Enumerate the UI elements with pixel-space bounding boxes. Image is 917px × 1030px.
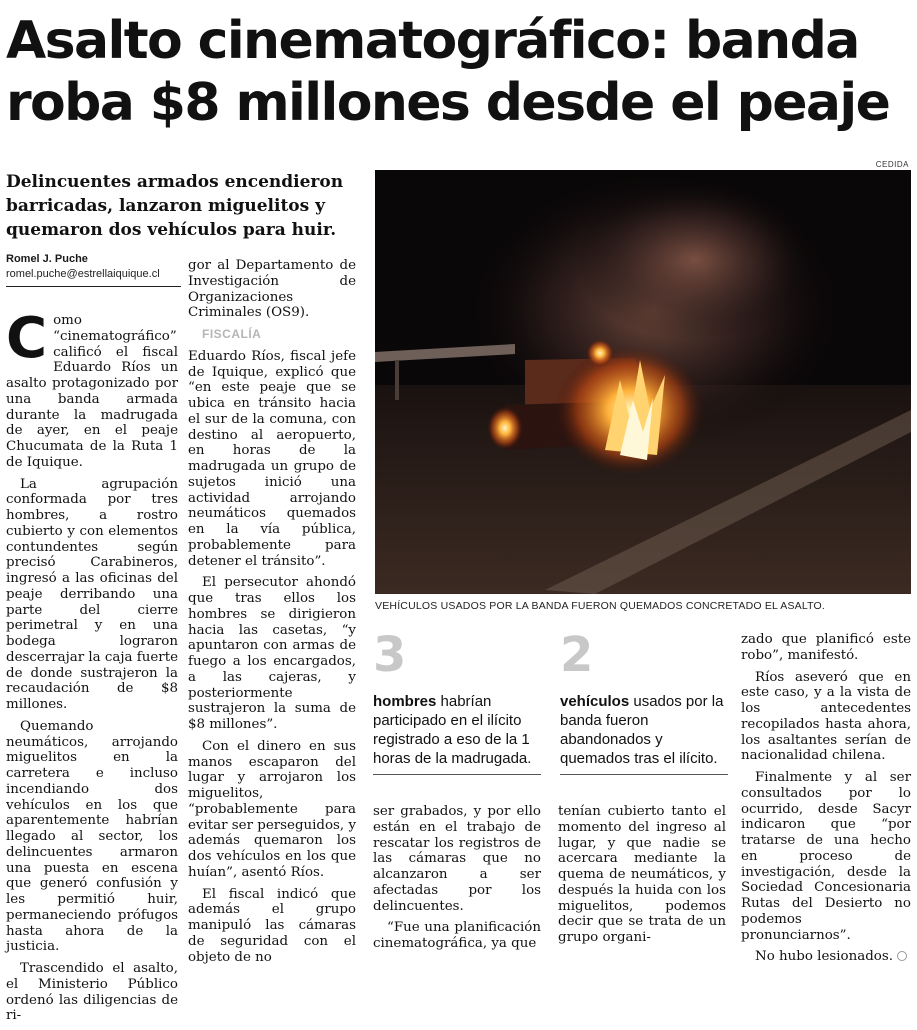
article-paragraph: El persecutor ahondó que tras ellos los hombres se dirigieron hacia las casetas, “y apuntaron con armas de fuego a los encargados, a las cajeras, y posteriormente sustrajeron la suma de $8 millones”. bbox=[188, 575, 356, 732]
article-column-1 bbox=[6, 306, 178, 1030]
stat-divider bbox=[560, 774, 728, 775]
article-paragraph: Quemando neumáticos, arrojando miguelitos en la carretera e incluso incendiando dos vehículos en los que aparentemente habrían llegado al sector, los delincuentes armaron una puesta en escena que generó confusión y les permitió huir, permaneciendo prófugos hasta ahora de la justicia. bbox=[6, 718, 178, 955]
author-name: Romel J. Puche bbox=[6, 253, 88, 265]
author-email[interactable]: romel.puche@estrellaiquique.cl bbox=[6, 268, 160, 280]
article-paragraph: tenían cubierto tanto el momento del ingreso al lugar, y que nadie se acercara mediante la quema de neumáticos, y después la huida con los miguelitos, podemos decir que se trata de un grupo organi- bbox=[558, 804, 726, 945]
article-paragraph: No hubo lesionados. bbox=[741, 949, 911, 965]
lead-paragraph: Delincuentes armados encendieron barricadas, lanzaron miguelitos y quemaron dos vehículos para huir. bbox=[6, 172, 344, 240]
article-column-5 bbox=[741, 632, 911, 971]
article-paragraph: Eduardo Ríos, fiscal jefe de Iquique, explicó que “en este peaje que se ubica en tránsito hacia el sur de la comuna, con destino al aeropuerto, en horas de la madrugada un grupo de sujetos inició una actividad arrojando neumáticos quemados en la vía pública, probablemente para detener el tránsito”. bbox=[188, 348, 356, 569]
stat-text: vehículos usados por la banda fueron abandonados y quemados tras el ilícito. bbox=[560, 693, 724, 767]
drop-cap: C bbox=[6, 306, 48, 371]
article-column-2 bbox=[188, 258, 356, 971]
photo-credit: CEDIDA bbox=[875, 160, 909, 169]
article-paragraph: “Fue una planificación cinematográfica, ya que bbox=[373, 920, 541, 951]
headline: Asalto cinematográfico: banda roba $8 millones desde el peaje bbox=[6, 11, 890, 133]
article-paragraph: gor al Departamento de Investigación de Organizaciones Criminales (OS9). bbox=[188, 258, 356, 321]
article-paragraph: Finalmente y al ser consultados por lo ocurrido, desde Sacyr indicaron que “por tratarse de una hecho en proceso de investigación, desde la Sociedad Concesionaria Rutas del Desierto no podemos pronunciarnos”. bbox=[741, 770, 911, 943]
stat-divider bbox=[373, 774, 541, 775]
article-photo bbox=[375, 170, 911, 594]
burning-car-image bbox=[375, 170, 911, 594]
stat-box bbox=[560, 628, 728, 775]
section-subhead: FISCALÍA bbox=[202, 327, 262, 341]
photo-caption: VEHÍCULOS USADOS POR LA BANDA FUERON QUEMADOS CONCRETADO EL ASALTO. bbox=[375, 600, 826, 612]
end-of-article-icon bbox=[897, 951, 907, 961]
stat-box bbox=[373, 628, 541, 775]
article-paragraph: ser grabados, y por ello están en el trabajo de rescatar los registros de las cámaras que no alcanzaron a ser afectadas por los delincuentes. bbox=[373, 804, 541, 914]
stat-number: 3 bbox=[373, 627, 407, 683]
article-column-4 bbox=[558, 804, 726, 952]
article-paragraph: La agrupación conformada por tres hombres, a rostro cubierto y con elementos contundentes según precisó Carabineros, ingresó a las oficinas del peaje derribando una parte del cierre perimetral y en una bodega lograron descerrajar la caja fuerte de donde sustrajeron la recaudación de $8 millones. bbox=[6, 476, 178, 712]
article-paragraph: zado que planificó este robo”, manifestó. bbox=[741, 632, 911, 663]
stat-text: hombres habrían participado en el ilícito registrado a eso de la 1 horas de la madrugada. bbox=[373, 693, 532, 767]
article-paragraph: Ríos aseveró que en este caso, y a la vista de los antecedentes recopilados hasta ahora, los asaltantes serían de nacionalidad chilena. bbox=[741, 669, 911, 764]
stat-number: 2 bbox=[560, 627, 594, 683]
article-paragraph: El fiscal indicó que además el grupo manipuló las cámaras de seguridad con el objeto de no bbox=[188, 886, 356, 965]
article-column-3 bbox=[373, 804, 541, 958]
article-paragraph: Como “cinematográfico” calificó el fiscal Eduardo Ríos un asalto protagonizado por una banda armada durante la madrugada de ayer, en el peaje Chucumata de la Ruta 1 de Iquique. bbox=[6, 306, 178, 470]
article-paragraph: Trascendido el asalto, el Ministerio Público ordenó las diligencias de ri- bbox=[6, 961, 178, 1024]
byline-divider bbox=[6, 286, 181, 287]
article-paragraph: Con el dinero en sus manos escaparon del lugar y arrojaron los miguelitos, “probablemente para evitar ser perseguidos, y además quemaron los dos vehículos en los que huían”, asentó Ríos. bbox=[188, 738, 357, 880]
